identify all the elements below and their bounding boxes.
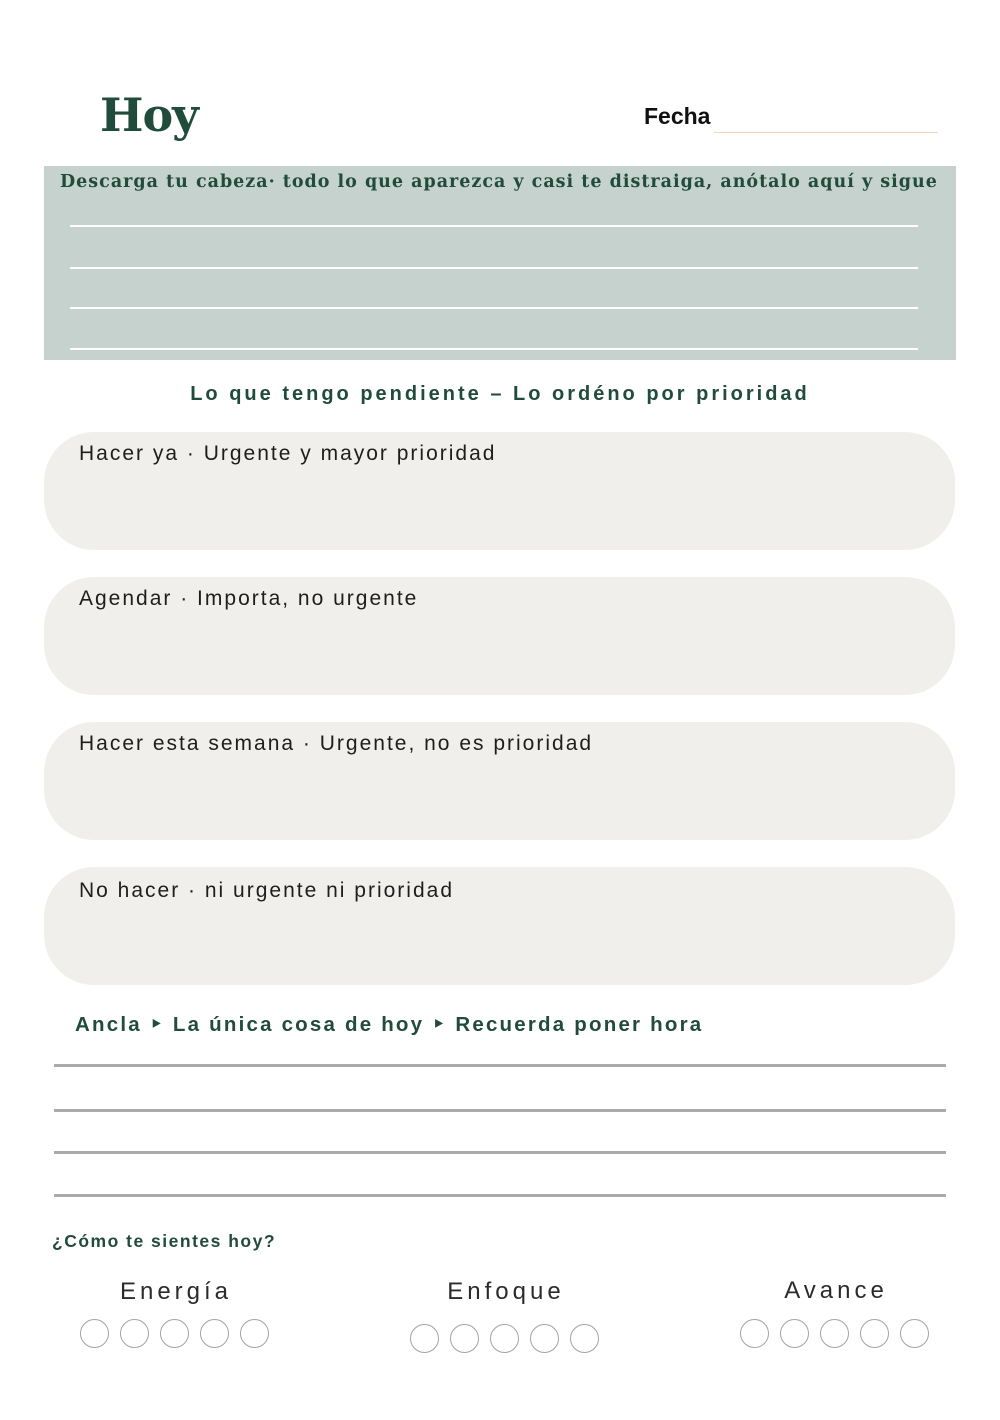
brain-dump-writing-line[interactable] (70, 225, 918, 227)
energy-rating-circle[interactable] (160, 1319, 189, 1348)
brain-dump-panel (44, 166, 956, 360)
priority-box-schedule[interactable] (44, 577, 955, 695)
focus-rating-label: Enfoque (447, 1278, 565, 1305)
focus-rating-circle[interactable] (450, 1324, 479, 1353)
brain-dump-heading: Descarga tu cabeza· todo lo que aparezca y casi te distraiga, anótalo aquí y sigue (60, 172, 938, 192)
energy-rating-circle[interactable] (80, 1319, 109, 1348)
anchor-writing-line[interactable] (54, 1109, 946, 1112)
brain-dump-writing-line[interactable] (70, 348, 918, 350)
brain-dump-writing-line[interactable] (70, 267, 918, 269)
focus-rating-circle[interactable] (410, 1324, 439, 1353)
progress-rating-circle[interactable] (780, 1319, 809, 1348)
priority-box-label: Hacer ya · Urgente y mayor prioridad (79, 442, 497, 465)
date-label: Fecha (644, 103, 711, 129)
energy-rating-circle[interactable] (240, 1319, 269, 1348)
energy-rating-label: Energía (119, 1278, 233, 1305)
progress-rating-circle[interactable] (740, 1319, 769, 1348)
progress-rating-circle[interactable] (820, 1319, 849, 1348)
energy-rating-circle[interactable] (120, 1319, 149, 1348)
anchor-writing-line[interactable] (54, 1064, 946, 1067)
priority-box-label: No hacer · ni urgente ni prioridad (79, 879, 455, 902)
focus-rating-circle[interactable] (490, 1324, 519, 1353)
anchor-section-title: Ancla ‣ La única cosa de hoy ‣ Recuerda poner hora (75, 1013, 704, 1036)
priority-box-do-not[interactable] (44, 867, 955, 985)
anchor-writing-line[interactable] (54, 1194, 946, 1197)
priority-box-label: Agendar · Importa, no urgente (79, 587, 419, 610)
brain-dump-writing-line[interactable] (70, 307, 918, 309)
progress-rating-label: Avance (784, 1277, 888, 1304)
priority-box-do-now[interactable] (44, 432, 955, 550)
page-title: Hoy (100, 88, 198, 142)
pending-section-title: Lo que tengo pendiente – Lo ordéno por prioridad (190, 383, 810, 405)
priority-box-this-week[interactable] (44, 722, 955, 840)
date-input-line[interactable] (714, 132, 938, 133)
focus-rating-circle[interactable] (530, 1324, 559, 1353)
feelings-section-title: ¿Cómo te sientes hoy? (52, 1231, 277, 1251)
progress-rating-circle[interactable] (900, 1319, 929, 1348)
anchor-writing-line[interactable] (54, 1151, 946, 1154)
energy-rating-circle[interactable] (200, 1319, 229, 1348)
progress-rating-circle[interactable] (860, 1319, 889, 1348)
focus-rating-circle[interactable] (570, 1324, 599, 1353)
priority-box-label: Hacer esta semana · Urgente, no es prioridad (79, 732, 594, 755)
